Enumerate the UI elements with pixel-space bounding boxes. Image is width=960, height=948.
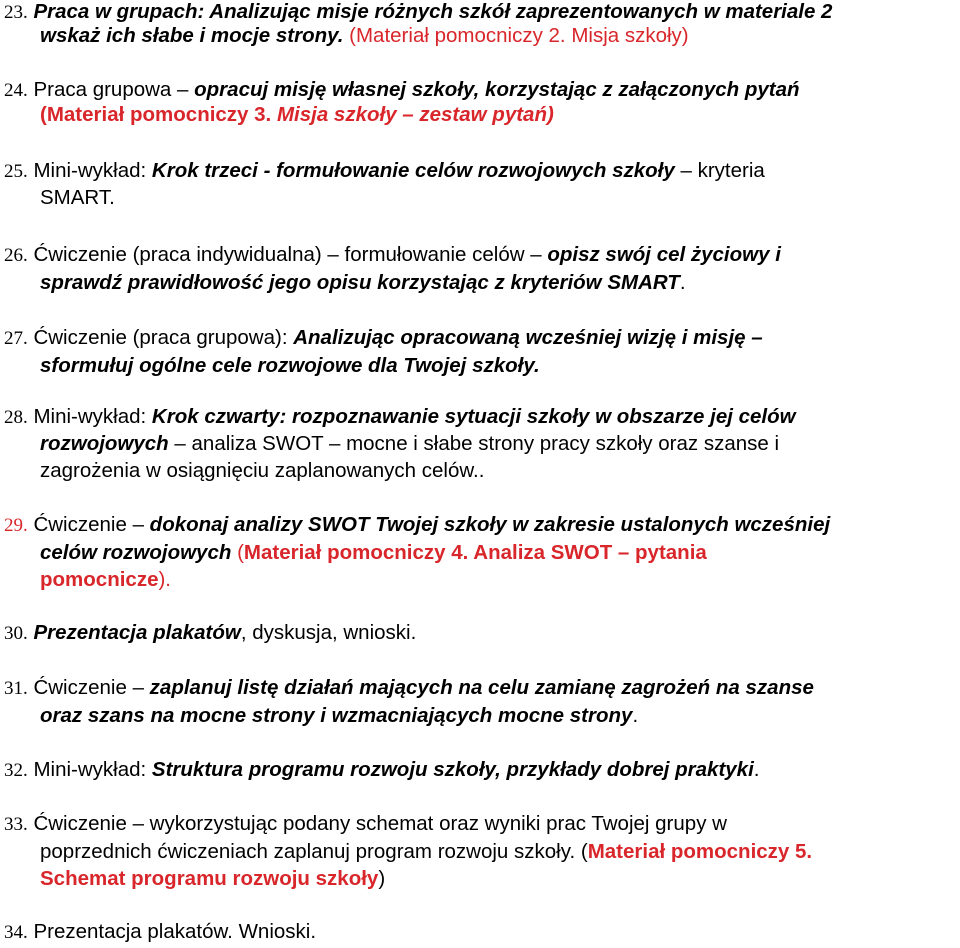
material-reference: (Materiał pomocniczy 3. [40, 103, 277, 126]
list-item-line [4, 159, 765, 184]
item-text: Mini-wykład: [33, 159, 152, 182]
item-text: Mini-wykład: [33, 405, 152, 428]
material-reference: Misja szkoły – zestaw pytań) [276, 103, 554, 126]
list-item-line [4, 920, 316, 945]
list-item-line [4, 621, 416, 646]
item-text: Praca w grupach: Analizując misje różnych szkół zaprezentowanych w materiale 2 [33, 0, 833, 23]
item-number: 33. [4, 814, 28, 835]
item-text: Ćwiczenie – [33, 676, 150, 699]
item-text: Mini-wykład: [33, 758, 152, 781]
list-item-line [4, 78, 800, 103]
item-number: 25. [4, 161, 28, 182]
item-number: 31. [4, 678, 28, 699]
item-text: , dyskusja, wnioski. [240, 621, 417, 644]
item-text: Ćwiczenie (praca indywidualna) – formułowanie celów – [33, 243, 548, 266]
item-topic: Struktura programu rozwoju szkoły, przykłady dobrej praktyki [151, 758, 754, 781]
item-number: 27. [4, 328, 28, 349]
item-task: sprawdź prawidłowość jego opisu korzystając z kryteriów SMART [40, 271, 680, 294]
list-item-line [40, 103, 554, 127]
list-item-line [40, 704, 638, 728]
item-topic: Krok trzeci - formułowanie celów rozwojowych szkoły [151, 159, 675, 182]
item-number: 26. [4, 245, 28, 266]
list-item-line [40, 541, 707, 565]
material-reference: ( [231, 541, 244, 564]
list-item-line [40, 459, 484, 483]
item-topic: Krok czwarty: rozpoznawanie sytuacji szkoły w obszarze jej celów [151, 405, 796, 428]
item-text: poprzednich ćwiczeniach zaplanuj program rozwoju szkoły. ( [40, 840, 588, 863]
item-text: Prezentacja plakatów. Wnioski. [33, 920, 317, 943]
item-task: dokonaj analizy SWOT Twojej szkoły w zakresie ustalonych wcześniej [149, 513, 831, 536]
item-topic: rozwojowych [40, 432, 169, 455]
item-text: wskaż ich słabe i mocje strony. [40, 24, 350, 47]
list-item-line [40, 271, 686, 295]
list-item-line [40, 840, 812, 864]
item-text: Ćwiczenie (praca grupowa): [33, 326, 294, 349]
list-item-line [40, 186, 115, 210]
material-reference: pomocnicze [40, 568, 159, 591]
item-number: 24. [4, 80, 28, 101]
item-text: ) [378, 867, 386, 890]
item-task: zaplanuj listę działań mających na celu zamianę zagrożeń na szanse [149, 676, 814, 699]
material-reference: Schemat programu rozwoju szkoły [40, 867, 379, 890]
item-text: – analiza SWOT – mocne i słabe strony pracy szkoły oraz szanse i [168, 432, 780, 455]
list-item-line [40, 568, 171, 592]
list-item-line [40, 432, 779, 456]
list-item-line [4, 758, 759, 783]
item-text: . [679, 271, 686, 294]
item-task: opisz swój cel życiowy i [547, 243, 781, 266]
material-reference: Materiał pomocniczy 5. [587, 840, 813, 863]
item-number: 30. [4, 623, 28, 644]
item-number: 29. [4, 515, 28, 536]
list-item-line [4, 513, 830, 538]
list-item-line [40, 867, 385, 891]
item-text: Ćwiczenie – [33, 513, 150, 536]
item-task: Analizując opracowaną wcześniej wizję i misję – [293, 326, 763, 349]
material-reference: ). [158, 568, 171, 591]
item-text: Praca grupowa – [33, 78, 195, 101]
item-number: 23. [4, 2, 28, 23]
item-text: . [632, 704, 639, 727]
list-item-line [40, 24, 689, 48]
item-number: 34. [4, 922, 28, 943]
item-number: 32. [4, 760, 28, 781]
list-item-line [4, 812, 727, 837]
item-text: SMART. [40, 186, 115, 209]
item-text: – kryteria [674, 159, 765, 182]
list-item-line [4, 676, 814, 701]
list-item-line [4, 0, 832, 25]
item-number: 28. [4, 407, 28, 428]
item-text: Ćwiczenie – wykorzystując podany schemat oraz wyniki prac Twojej grupy w [33, 812, 727, 835]
list-item-line [40, 354, 540, 378]
list-item-line [4, 405, 796, 430]
item-task: opracuj misję własnej szkoły, korzystając z załączonych pytań [194, 78, 800, 101]
item-task: sformułuj ogólne cele rozwojowe dla Twojej szkoły. [40, 354, 540, 377]
item-text: . [753, 758, 760, 781]
material-reference: Materiał pomocniczy 4. Analiza SWOT – pytania [243, 541, 707, 564]
item-task: celów rozwojowych [40, 541, 232, 564]
list-item-line [4, 326, 763, 351]
item-task: oraz szans na mocne strony i wzmacniających mocne strony [40, 704, 633, 727]
list-item-line [4, 243, 781, 268]
material-reference: (Materiał pomocniczy 2. Misja szkoły) [349, 24, 689, 47]
item-text: zagrożenia w osiągnięciu zaplanowanych celów.. [40, 459, 485, 482]
item-task: Prezentacja plakatów [33, 621, 241, 644]
